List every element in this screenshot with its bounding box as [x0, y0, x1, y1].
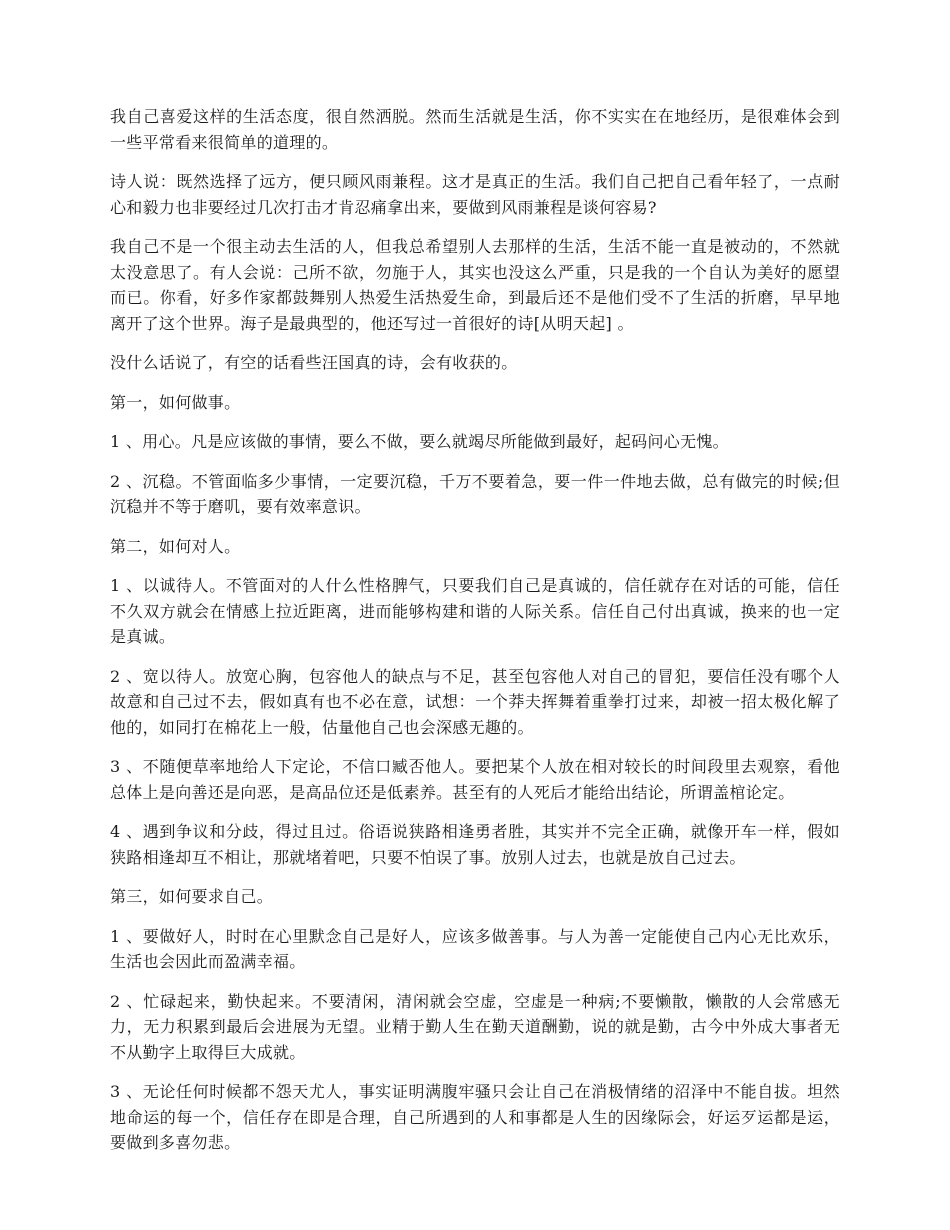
- section-heading: 第二，如何对人。: [110, 536, 241, 556]
- paragraph: 2 、忙碌起来，勤快起来。不要清闲，清闲就会空虚，空虚是一种病;不要懒散，懒散的人会常感无力，无力积累到最后会进展为无望。业精于勤人生在勤天道酬勤，说的就是勤，古今中外成大事者无不从勤字上取得巨大成就。: [110, 991, 840, 1062]
- paragraph: 3 、无论任何时候都不怨天尤人，事实证明满腹牢骚只会让自己在消极情绪的沼泽中不能自拔。坦然地命运的每一个，信任存在即是合理，自己所遇到的人和事都是人生的因缘际会，好运歹运都是运，要做到多喜勿悲。: [110, 1082, 840, 1152]
- document-body: [110, 104, 840, 1170]
- paragraph: 1 、要做好人，时时在心里默念自己是好人，应该多做善事。与人为善一定能使自己内心无比欢乐，生活也会因此而盈满幸福。: [110, 926, 840, 971]
- section-heading: 第三，如何要求自己。: [110, 887, 274, 906]
- paragraph: 没什么话说了，有空的话看些汪国真的诗，会有收获的。: [110, 353, 518, 372]
- paragraph: 1 、用心。凡是应该做的事情，要么不做，要么就竭尽所能做到最好，起码问心无愧。: [110, 432, 729, 451]
- paragraph: 3 、不随便草率地给人下定论，不信口臧否他人。要把某个人放在相对较长的时间段里去观察，看他总体上是向善还是向恶，是高品位还是低素养。甚至有的人死后才能给出结论，所谓盖棺论定。: [110, 757, 840, 802]
- paragraph: 我自己喜爱这样的生活态度，很自然洒脱。然而生活就是生活，你不实实在在地经历，是很难体会到一些平常看来很简单的道理的。: [110, 107, 840, 152]
- section-heading: 第一，如何做事。: [110, 392, 241, 412]
- paragraph: 2 、沉稳。不管面临多少事情，一定要沉稳，千万不要着急，要一件一件地去做，总有做完的时候;但沉稳并不等于磨叽，要有效率意识。: [110, 471, 840, 516]
- paragraph: 1 、以诚待人。不管面对的人什么性格脾气，只要我们自己是真诚的，信任就存在对话的可能，信任不久双方就会在情感上拉近距离，进而能够构建和谐的人际关系。信任自己付出真诚，换来的也一定是真诚。: [110, 576, 840, 646]
- paragraph: 2 、宽以待人。放宽心胸，包容他人的缺点与不足，甚至包容他人对自己的冒犯，要信任没有哪个人故意和自己过不去，假如真有也不必在意，试想：一个莽夫挥舞着重拳打过来，却被一招太极化解了他的，如同打在棉花上一般，估量他自己也会深感无趣的。: [110, 666, 840, 737]
- paragraph: 4 、遇到争议和分歧，得过且过。俗语说狭路相逢勇者胜，其实并不完全正确，就像开车一样，假如狭路相逢却互不相让，那就堵着吧，只要不怕误了事。放别人过去，也就是放自己过去。: [110, 822, 840, 867]
- paragraph: 我自己不是一个很主动去生活的人，但我总希望别人去那样的生活，生活不能一直是被动的，不然就太没意思了。有人会说：己所不欲，勿施于人，其实也没这么严重，只是我的一个自认为美好的愿望而已。你看，好多作家都鼓舞别人热爱生活热爱生命，到最后还不是他们受不了生活的折磨，早早地离开了这个世界。海子是最典型的，他还写过一首很好的诗[从明天起] 。: [110, 237, 840, 333]
- paragraph: 诗人说：既然选择了远方，便只顾风雨兼程。这才是真正的生活。我们自己把自己看年轻了，一点耐心和毅力也非要经过几次打击才肯忍痛拿出来，要做到风雨兼程是谈何容易?: [110, 172, 840, 217]
